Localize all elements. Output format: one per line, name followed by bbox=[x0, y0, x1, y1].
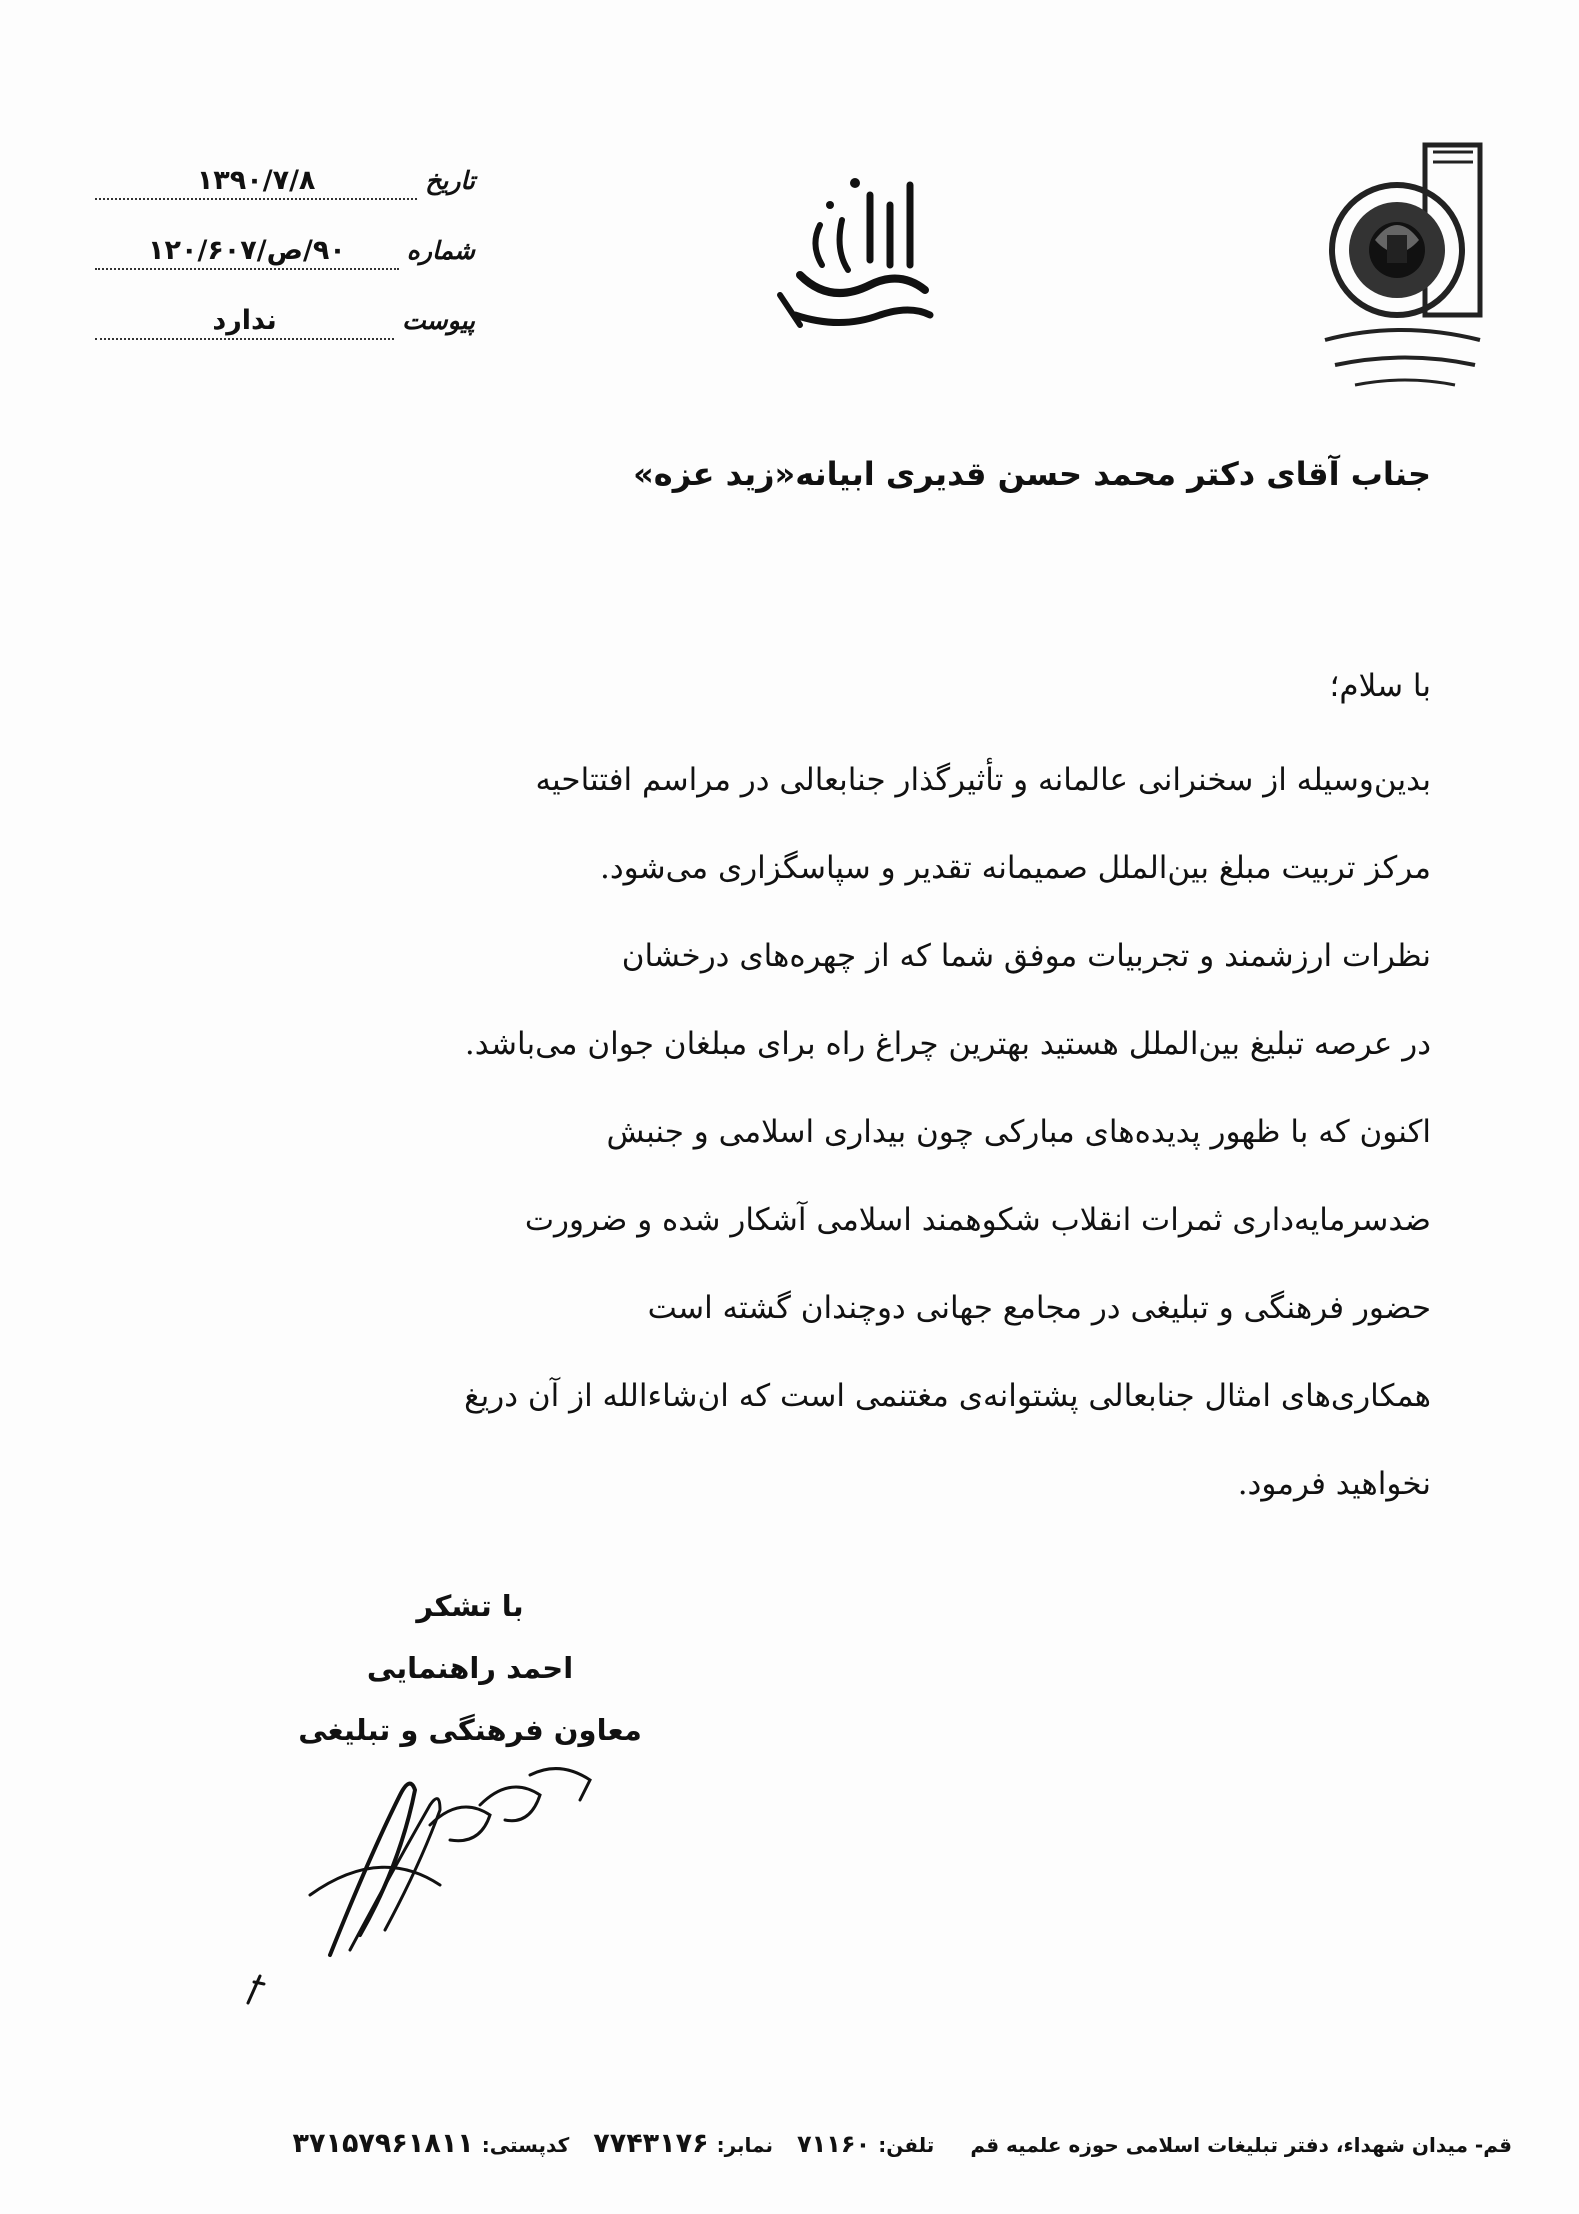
footer-postal: ۳۷۱۵۷۹۶۱۸۱۱ bbox=[292, 2128, 474, 2159]
bismillah-calligraphy bbox=[760, 165, 960, 335]
footer-phone-label: تلفن: bbox=[878, 2133, 935, 2157]
footer-fax-label: نمابر: bbox=[716, 2133, 773, 2157]
recipient-line: جناب آقای دکتر محمد حسن قدیری ابیانه«زید عزه» bbox=[633, 455, 1431, 493]
body-line: نخواهید فرمود. bbox=[1237, 1466, 1431, 1502]
body-line: نظرات ارزشمند و تجربیات موفق شما که از چهره‌های درخشان bbox=[621, 938, 1431, 974]
date-value: ۱۳۹۰/۷/۸ bbox=[95, 165, 417, 200]
small-mark bbox=[238, 1968, 268, 2008]
number-value: ۹۰/ص/۱۲۰/۶۰۷ bbox=[95, 235, 399, 270]
signer-name: احمد راهنمایی bbox=[366, 1651, 574, 1685]
attachment-label: پیوست bbox=[402, 306, 475, 335]
body-line: در عرصه تبلیغ بین‌الملل هستید بهترین چراغ راه برای مبلغان جوان می‌باشد. bbox=[464, 1026, 1431, 1062]
number-label: شماره bbox=[406, 236, 475, 265]
signer-title: معاون فرهنگی و تبلیغی bbox=[298, 1713, 642, 1747]
body-line: مرکز تربیت مبلغ بین‌الملل صمیمانه تقدیر و سپاسگزاری می‌شود. bbox=[600, 850, 1431, 886]
footer-postal-label: کدپستی: bbox=[481, 2133, 570, 2157]
footer-fax: ۷۷۴۳۱۷۶ bbox=[593, 2128, 709, 2159]
footer-phone: ۷۱۱۶۰ bbox=[796, 2130, 871, 2158]
body-line: ضدسرمایه‌داری ثمرات انقلاب شکوهمند اسلامی آشکار شده و ضرورت bbox=[524, 1202, 1431, 1238]
body-line: بدین‌وسیله از سخنرانی عالمانه و تأثیرگذار جنابعالی در مراسم افتتاحیه bbox=[535, 762, 1431, 798]
body-line: حضور فرهنگی و تبلیغی در مجامع جهانی دوچندان گشته است bbox=[647, 1290, 1431, 1326]
date-row bbox=[95, 165, 475, 235]
greeting: با سلام؛ bbox=[1329, 668, 1431, 704]
date-label: تاریخ bbox=[425, 166, 475, 195]
closing-text: با تشکر bbox=[416, 1589, 524, 1623]
footer-address: قم- میدان شهداء، دفتر تبلیغات اسلامی حوزه علمیه قم bbox=[970, 2133, 1512, 2157]
number-row bbox=[95, 235, 475, 305]
letter-meta bbox=[95, 165, 475, 375]
attachment-value: ندارد bbox=[95, 305, 394, 340]
body-line: همکاری‌های امثال جنابعالی پشتوانه‌ی مغتنمی است که ان‌شاءالله از آن دریغ bbox=[464, 1378, 1431, 1414]
seal-logo bbox=[1305, 140, 1495, 400]
letter-body bbox=[206, 636, 1431, 1528]
handwritten-signature bbox=[290, 1735, 600, 1965]
signature-block bbox=[280, 1575, 660, 1761]
attachment-row bbox=[95, 305, 475, 375]
letterhead-footer bbox=[200, 2128, 1512, 2159]
body-line: اکنون که با ظهور پدیده‌های مبارکی چون بیداری اسلامی و جنبش bbox=[606, 1114, 1431, 1150]
